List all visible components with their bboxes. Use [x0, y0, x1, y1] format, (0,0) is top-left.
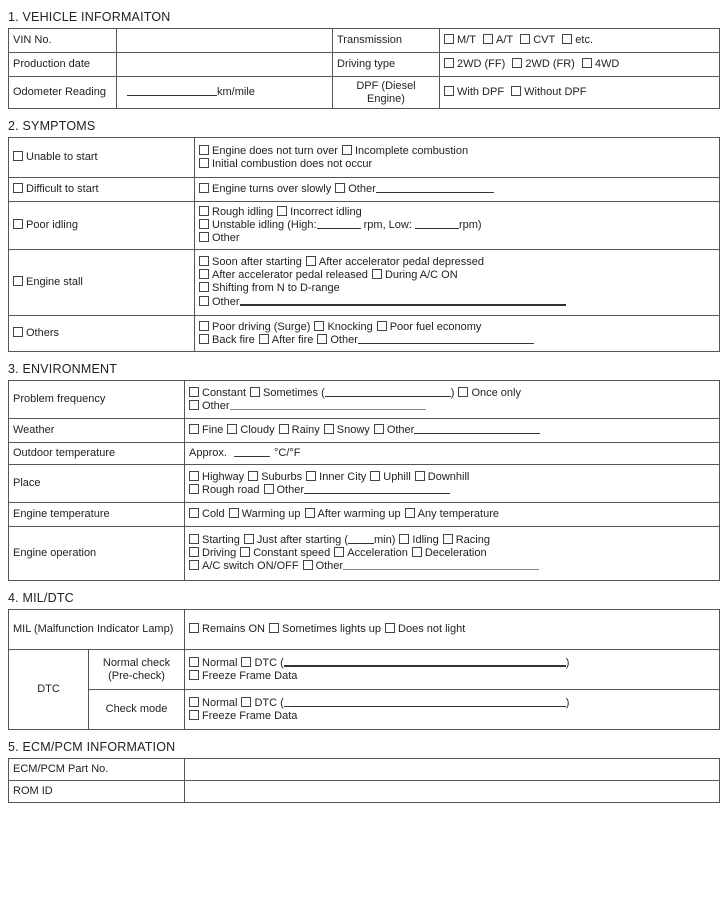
- checkbox-icon: [189, 534, 199, 544]
- opt-incomplete-combustion[interactable]: Incomplete combustion: [342, 145, 468, 157]
- others-options: [195, 316, 720, 352]
- other-blank[interactable]: [240, 295, 566, 306]
- opt-soon-after-starting[interactable]: Soon after starting: [199, 256, 302, 268]
- opt-dtc[interactable]: DTC ( ): [241, 657, 569, 669]
- opt-acceleration[interactable]: Acceleration: [334, 547, 408, 559]
- dpf-options: [440, 77, 720, 109]
- weather-label: Weather: [9, 419, 185, 443]
- opt-cloudy[interactable]: Cloudy: [227, 424, 274, 436]
- opt-does-not-light[interactable]: Does not light: [385, 623, 465, 635]
- checkbox-icon: [374, 424, 384, 434]
- checkbox-icon: [269, 623, 279, 633]
- checkbox-icon: [444, 58, 454, 68]
- checkbox-icon: [189, 710, 199, 720]
- checkbox-icon: [377, 321, 387, 331]
- checkbox-icon: [240, 547, 250, 557]
- section-ecm-pcm-title: 5. ECM/PCM INFORMATION: [8, 740, 176, 754]
- rom-id-field[interactable]: [185, 781, 720, 803]
- opt-after-fire[interactable]: After fire: [259, 334, 314, 346]
- engine-stall-item[interactable]: Engine stall: [9, 250, 195, 316]
- checkbox-icon: [189, 508, 199, 518]
- checkbox-icon: [189, 623, 199, 633]
- other-blank[interactable]: [304, 484, 450, 494]
- opt-constant[interactable]: Constant: [189, 387, 246, 399]
- driving-type-label: Driving type: [333, 53, 440, 77]
- dtc-blank[interactable]: [284, 656, 566, 667]
- checkbox-icon: [444, 34, 454, 44]
- opt-knocking[interactable]: Knocking: [314, 321, 372, 333]
- checkbox-icon: [412, 547, 422, 557]
- checkbox-icon: [13, 151, 23, 161]
- other-blank[interactable]: [376, 183, 494, 193]
- engine-temperature-options: [185, 503, 720, 527]
- checkbox-icon: [199, 321, 209, 331]
- driving-2wd-ff[interactable]: 2WD (FF): [444, 58, 505, 70]
- checkbox-icon: [199, 334, 209, 344]
- checkbox-icon: [199, 158, 209, 168]
- checkbox-icon: [13, 219, 23, 229]
- opt-dtc[interactable]: DTC ( ): [241, 697, 569, 709]
- opt-shifting-n-d[interactable]: Shifting from N to D-range: [199, 282, 715, 295]
- transmission-mt[interactable]: M/T: [444, 34, 476, 46]
- engine-stall-options: [195, 250, 720, 316]
- difficult-to-start-item[interactable]: Difficult to start: [9, 178, 195, 202]
- checkbox-icon: [582, 58, 592, 68]
- opt-fine[interactable]: Fine: [189, 424, 223, 436]
- normal-check-label: Normal check (Pre-check): [89, 650, 185, 690]
- dpf-with[interactable]: With DPF: [444, 86, 504, 98]
- opt-warming-up[interactable]: Warming up: [229, 508, 301, 520]
- check-mode-options: [185, 690, 720, 730]
- odometer-blank[interactable]: [127, 86, 217, 96]
- difficult-to-start-options: [195, 178, 720, 202]
- opt-deceleration[interactable]: Deceleration: [412, 547, 487, 559]
- checkbox-icon: [199, 232, 209, 242]
- checkbox-icon: [189, 697, 199, 707]
- outdoor-temperature-field: Approx. °C/°F: [185, 443, 720, 465]
- checkbox-icon: [385, 623, 395, 633]
- opt-weather-other[interactable]: Other: [374, 424, 541, 436]
- checkbox-icon: [199, 183, 209, 193]
- opt-difficult-other[interactable]: Other: [335, 183, 494, 195]
- checkbox-icon: [562, 34, 572, 44]
- checkbox-icon: [259, 334, 269, 344]
- opt-after-warming-up[interactable]: After warming up: [305, 508, 401, 520]
- other-blank[interactable]: [230, 400, 426, 410]
- checkbox-icon: [306, 471, 316, 481]
- opt-freeze-frame[interactable]: Freeze Frame Data: [189, 710, 715, 723]
- rpm-high-blank[interactable]: [317, 219, 361, 229]
- checkbox-icon: [277, 206, 287, 216]
- minutes-blank[interactable]: [348, 534, 374, 544]
- odometer-unit: km/mile: [217, 86, 255, 98]
- mil-label: MIL (Malfunction Indicator Lamp): [9, 610, 185, 650]
- opt-not-turn-over[interactable]: Engine does not turn over: [199, 145, 338, 157]
- production-date-label: Production date: [9, 53, 117, 77]
- opt-suburbs[interactable]: Suburbs: [248, 471, 302, 483]
- checkbox-icon: [370, 471, 380, 481]
- driving-4wd[interactable]: 4WD: [582, 58, 619, 70]
- opt-stall-other[interactable]: Other: [199, 295, 715, 309]
- checkbox-icon: [305, 508, 315, 518]
- poor-idling-item[interactable]: Poor idling: [9, 202, 195, 250]
- checkbox-icon: [199, 296, 209, 306]
- checkbox-icon: [399, 534, 409, 544]
- checkbox-icon: [189, 387, 199, 397]
- sometimes-blank[interactable]: [325, 387, 451, 397]
- opt-racing[interactable]: Racing: [443, 534, 490, 546]
- normal-check-options: [185, 650, 720, 690]
- problem-frequency-options: [185, 381, 720, 419]
- opt-incorrect-idling[interactable]: Incorrect idling: [277, 206, 362, 218]
- opt-initial-combustion[interactable]: Initial combustion does not occur: [199, 158, 372, 170]
- opt-place-other[interactable]: Other: [264, 484, 451, 496]
- opt-idling-other[interactable]: Other: [199, 232, 715, 245]
- weather-options: [185, 419, 720, 443]
- checkbox-icon: [342, 145, 352, 155]
- driving-type-options: [440, 53, 720, 77]
- place-label: Place: [9, 465, 185, 503]
- checkbox-icon: [189, 471, 199, 481]
- other-blank[interactable]: [414, 424, 540, 434]
- dpf-without[interactable]: Without DPF: [511, 86, 586, 98]
- outdoor-temperature-label: Outdoor temperature: [9, 443, 185, 465]
- checkbox-icon: [189, 424, 199, 434]
- opt-just-after-starting[interactable]: Just after starting ( min): [244, 534, 395, 546]
- odometer-field[interactable]: [117, 77, 333, 109]
- other-blank[interactable]: [358, 334, 534, 344]
- checkbox-icon: [248, 471, 258, 481]
- unable-to-start-item[interactable]: Unable to start: [9, 138, 195, 178]
- checkbox-icon: [512, 58, 522, 68]
- dtc-blank[interactable]: [284, 697, 566, 707]
- checkbox-icon: [250, 387, 260, 397]
- opt-sometimes-lights[interactable]: Sometimes lights up: [269, 623, 381, 635]
- opt-poor-fuel-economy[interactable]: Poor fuel economy: [377, 321, 482, 333]
- checkbox-icon: [241, 697, 251, 707]
- opt-during-ac-on[interactable]: During A/C ON: [372, 269, 458, 281]
- symptoms-table: [8, 137, 720, 352]
- transmission-label: Transmission: [333, 29, 440, 53]
- check-mode-label: Check mode: [89, 690, 185, 730]
- opt-highway[interactable]: Highway: [189, 471, 244, 483]
- checkbox-icon: [241, 657, 251, 667]
- transmission-cvt[interactable]: CVT: [520, 34, 555, 46]
- checkbox-icon: [189, 560, 199, 570]
- checkbox-icon: [324, 424, 334, 434]
- others-item[interactable]: Others: [9, 316, 195, 352]
- dtc-label: DTC: [9, 650, 89, 730]
- transmission-at[interactable]: A/T: [483, 34, 513, 46]
- opt-idling[interactable]: Idling: [399, 534, 438, 546]
- checkbox-icon: [306, 256, 316, 266]
- opt-freeze-frame[interactable]: Freeze Frame Data: [189, 670, 715, 683]
- checkbox-icon: [483, 34, 493, 44]
- section-vehicle-info-title: 1. VEHICLE INFORMAITON: [8, 10, 171, 24]
- checkbox-icon: [244, 534, 254, 544]
- opt-rough-road[interactable]: Rough road: [189, 484, 260, 496]
- checkbox-icon: [199, 206, 209, 216]
- vehicle-info-table: [8, 28, 720, 109]
- opt-poor-driving[interactable]: Poor driving (Surge): [199, 321, 310, 333]
- checkbox-icon: [279, 424, 289, 434]
- checkbox-icon: [199, 269, 209, 279]
- checkbox-icon: [189, 657, 199, 667]
- opt-snowy[interactable]: Snowy: [324, 424, 370, 436]
- opt-engop-other[interactable]: Other: [303, 560, 540, 572]
- checkbox-icon: [227, 424, 237, 434]
- opt-uphill[interactable]: Uphill: [370, 471, 411, 483]
- checkbox-icon: [189, 670, 199, 680]
- opt-remains-on[interactable]: Remains ON: [189, 623, 265, 635]
- checkbox-icon: [405, 508, 415, 518]
- opt-once-only[interactable]: Once only: [458, 387, 521, 399]
- unable-to-start-options: [195, 138, 720, 178]
- opt-frequency-other[interactable]: Other: [189, 400, 715, 413]
- opt-unstable-idling[interactable]: Unstable idling (High: rpm, Low: rpm): [199, 219, 715, 232]
- poor-idling-options: [195, 202, 720, 250]
- vin-label: VIN No.: [9, 29, 117, 53]
- dpf-label: DPF (Diesel Engine): [333, 77, 440, 109]
- driving-2wd-fr[interactable]: 2WD (FR): [512, 58, 575, 70]
- problem-frequency-label: Problem frequency: [9, 381, 185, 419]
- checkbox-icon: [335, 183, 345, 193]
- checkbox-icon: [264, 484, 274, 494]
- checkbox-icon: [199, 282, 209, 292]
- checkbox-icon: [199, 145, 209, 155]
- checkbox-icon: [13, 276, 23, 286]
- environment-table: [8, 380, 720, 581]
- opt-constant-speed[interactable]: Constant speed: [240, 547, 330, 559]
- checkbox-icon: [199, 256, 209, 266]
- checkbox-icon: [520, 34, 530, 44]
- ecm-part-no-field[interactable]: [185, 759, 720, 781]
- opt-pedal-released[interactable]: After accelerator pedal released: [199, 269, 368, 281]
- opt-turns-slowly[interactable]: Engine turns over slowly: [199, 183, 331, 195]
- engine-operation-label: Engine operation: [9, 527, 185, 581]
- checkbox-icon: [189, 484, 199, 494]
- checkbox-icon: [458, 387, 468, 397]
- checkbox-icon: [189, 400, 199, 410]
- ecm-pcm-table: [8, 758, 720, 803]
- opt-any-temperature[interactable]: Any temperature: [405, 508, 499, 520]
- transmission-etc[interactable]: etc.: [562, 34, 593, 46]
- ecm-part-no-label: ECM/PCM Part No.: [9, 759, 185, 781]
- checkbox-icon: [303, 560, 313, 570]
- section-environment-title: 3. ENVIRONMENT: [8, 362, 118, 376]
- opt-driving[interactable]: Driving: [189, 547, 236, 559]
- opt-sometimes[interactable]: Sometimes ( ): [250, 387, 454, 399]
- production-date-field[interactable]: [117, 53, 333, 77]
- opt-rainy[interactable]: Rainy: [279, 424, 320, 436]
- opt-pedal-depressed[interactable]: After accelerator pedal depressed: [306, 256, 484, 268]
- checkbox-icon: [443, 534, 453, 544]
- checkbox-icon: [229, 508, 239, 518]
- checkbox-icon: [13, 183, 23, 193]
- place-options: [185, 465, 720, 503]
- opt-ac-switch[interactable]: A/C switch ON/OFF: [189, 560, 299, 572]
- opt-rough-idling[interactable]: Rough idling: [199, 206, 273, 218]
- engine-operation-options: [185, 527, 720, 581]
- opt-starting[interactable]: Starting: [189, 534, 240, 546]
- opt-normal[interactable]: Normal: [189, 697, 237, 709]
- checkbox-icon: [444, 86, 454, 96]
- checkbox-icon: [317, 334, 327, 344]
- opt-cold[interactable]: Cold: [189, 508, 225, 520]
- transmission-options: [440, 29, 720, 53]
- opt-normal[interactable]: Normal: [189, 657, 237, 669]
- checkbox-icon: [511, 86, 521, 96]
- vin-field[interactable]: [117, 29, 333, 53]
- checkbox-icon: [199, 219, 209, 229]
- opt-inner-city[interactable]: Inner City: [306, 471, 366, 483]
- opt-downhill[interactable]: Downhill: [415, 471, 470, 483]
- rpm-low-blank[interactable]: [415, 219, 459, 229]
- checkbox-icon: [415, 471, 425, 481]
- checkbox-icon: [189, 547, 199, 557]
- checkbox-icon: [372, 269, 382, 279]
- mil-dtc-table: [8, 609, 720, 730]
- opt-others-other[interactable]: Other: [317, 334, 534, 346]
- temperature-blank[interactable]: [234, 447, 270, 457]
- checkbox-icon: [13, 327, 23, 337]
- engine-temperature-label: Engine temperature: [9, 503, 185, 527]
- checkbox-icon: [334, 547, 344, 557]
- other-blank[interactable]: [343, 560, 539, 570]
- odometer-label: Odometer Reading: [9, 77, 117, 109]
- opt-back-fire[interactable]: Back fire: [199, 334, 255, 346]
- mil-options: [185, 610, 720, 650]
- rom-id-label: ROM ID: [9, 781, 185, 803]
- checkbox-icon: [314, 321, 324, 331]
- section-symptoms-title: 2. SYMPTOMS: [8, 119, 96, 133]
- section-mil-dtc-title: 4. MIL/DTC: [8, 591, 74, 605]
